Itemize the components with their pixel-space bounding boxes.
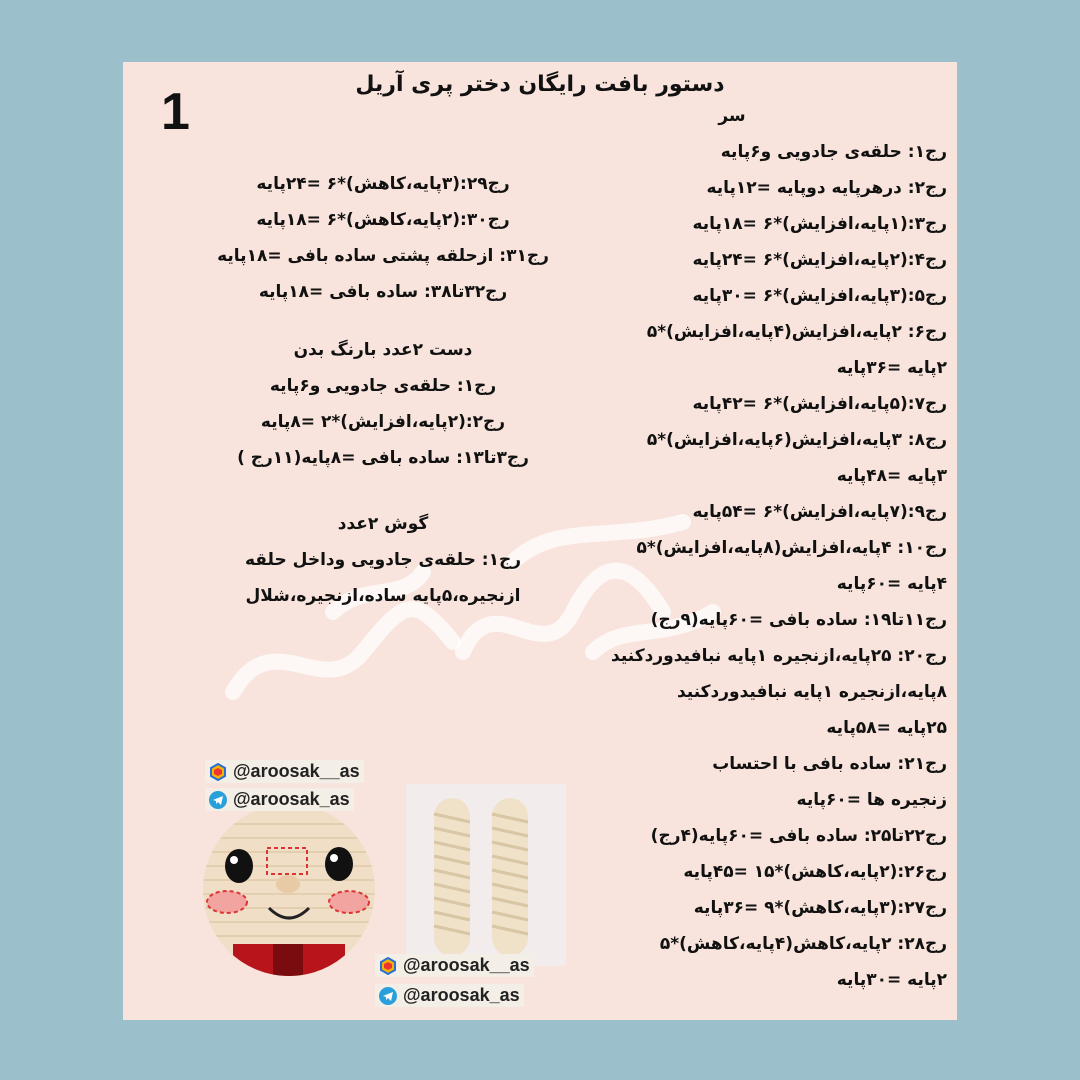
list-item: رج۲۲تا۲۵: ساده بافی =۶۰پایه(۴رج) — [650, 826, 947, 846]
list-item: رج۵:(۳پایه،افزایش)*۶ =۳۰پایه — [692, 286, 947, 306]
hexagon-logo-icon — [379, 957, 397, 975]
list-item: رج۳:(۱پایه،افزایش)*۶ =۱۸پایه — [692, 214, 947, 234]
list-item: رج۳۲تا۳۸: ساده بافی =۱۸پایه — [258, 282, 508, 302]
list-item: رج۲: درهرپایه دوپایه =۱۲پایه — [706, 178, 947, 198]
telegram-icon — [209, 791, 227, 809]
head-heading: سر — [718, 106, 746, 126]
recipe-card — [123, 62, 957, 1020]
ears-heading: گوش ۲عدد — [337, 514, 429, 534]
doll-face-photo — [203, 804, 375, 976]
doll-arms-photo — [406, 784, 566, 966]
telegram-handle[interactable] — [205, 788, 354, 811]
list-item: رج۳تا۱۳: ساده بافی =۸پایه(۱۱رج ) — [237, 448, 529, 468]
list-item: رج۳۰:(۲پایه،کاهش)*۶ =۱۸پایه — [256, 210, 510, 230]
instagram-handle[interactable] — [375, 954, 534, 977]
instagram-handle-text: @aroosak__as — [403, 955, 530, 975]
instagram-handle-text: @aroosak__as — [233, 761, 360, 781]
instagram-handle[interactable] — [205, 760, 364, 783]
list-item: ازنجیره،۵پایه ساده،ازنجیره،شلال — [245, 586, 521, 606]
page-number: 1 — [161, 83, 190, 141]
head-pattern-column — [517, 98, 947, 998]
list-item: ۲۵پایه =۵۸پایه — [826, 718, 947, 738]
hexagon-logo-icon — [209, 763, 227, 781]
list-item: رج۲:(۲پایه،افزایش)*۲ =۸پایه — [260, 412, 506, 432]
list-item: رج۸: ۳پایه،افزایش(۶پایه،افزایش)*۵ — [646, 430, 947, 450]
list-item: ۳پایه =۴۸پایه — [836, 466, 947, 486]
list-item: ۲پایه =۳۶پایه — [836, 358, 947, 378]
list-item: ۸پایه،ازنجیره ۱پایه نبافیدوردکنید — [676, 682, 947, 702]
telegram-icon — [379, 987, 397, 1005]
list-item: ۴پایه =۶۰پایه — [836, 574, 947, 594]
page-title: دستور بافت رایگان دختر پری آریل — [355, 72, 725, 97]
list-item: رج۲۰: ۲۵پایه،ازنجیره ۱پایه نبافیدوردکنید — [611, 646, 947, 666]
telegram-handle-text: @aroosak_as — [233, 789, 350, 809]
list-item: رج۱: حلقه‌ی جادویی و۶پایه — [720, 142, 947, 162]
list-item: رج۴:(۲پایه،افزایش)*۶ =۲۴پایه — [692, 250, 947, 270]
arms-heading: دست ۲عدد بارنگ بدن — [293, 340, 473, 360]
list-item: رج۹:(۷پایه،افزایش)*۶ =۵۴پایه — [692, 502, 947, 522]
list-item: رج۲۶:(۲پایه،کاهش)*۱۵ =۴۵پایه — [683, 862, 947, 882]
list-item: رج۲۹:(۳پایه،کاهش)*۶ =۲۴پایه — [256, 174, 510, 194]
list-item: رج۲۱: ساده بافی با احتساب — [712, 754, 947, 774]
list-item: رج۶: ۲پایه،افزایش(۴پایه،افزایش)*۵ — [646, 322, 947, 342]
arms-ears-column — [203, 166, 563, 614]
list-item: رج۳۱: ازحلقه پشتی ساده بافی =۱۸پایه — [217, 246, 549, 266]
list-item: رج۱: حلقه‌ی جادویی وداخل حلقه — [244, 550, 521, 570]
list-item: رج۱۰: ۴پایه،افزایش(۸پایه،افزایش)*۵ — [636, 538, 947, 558]
list-item: رج۲۸: ۲پایه،کاهش(۴پایه،کاهش)*۵ — [659, 934, 947, 954]
list-item: زنجیره ها =۶۰پایه — [796, 790, 947, 810]
telegram-handle[interactable] — [375, 984, 524, 1007]
list-item: رج۲۷:(۳پایه،کاهش)*۹ =۳۶پایه — [693, 898, 947, 918]
list-item: رج۱: حلقه‌ی جادویی و۶پایه — [269, 376, 497, 396]
list-item: رج۷:(۵پایه،افزایش)*۶ =۴۲پایه — [692, 394, 947, 414]
list-item: رج۱۱تا۱۹: ساده بافی =۶۰پایه(۹رج) — [650, 610, 947, 630]
list-item: ۲پایه =۳۰پایه — [836, 970, 947, 990]
telegram-handle-text: @aroosak_as — [403, 985, 520, 1005]
